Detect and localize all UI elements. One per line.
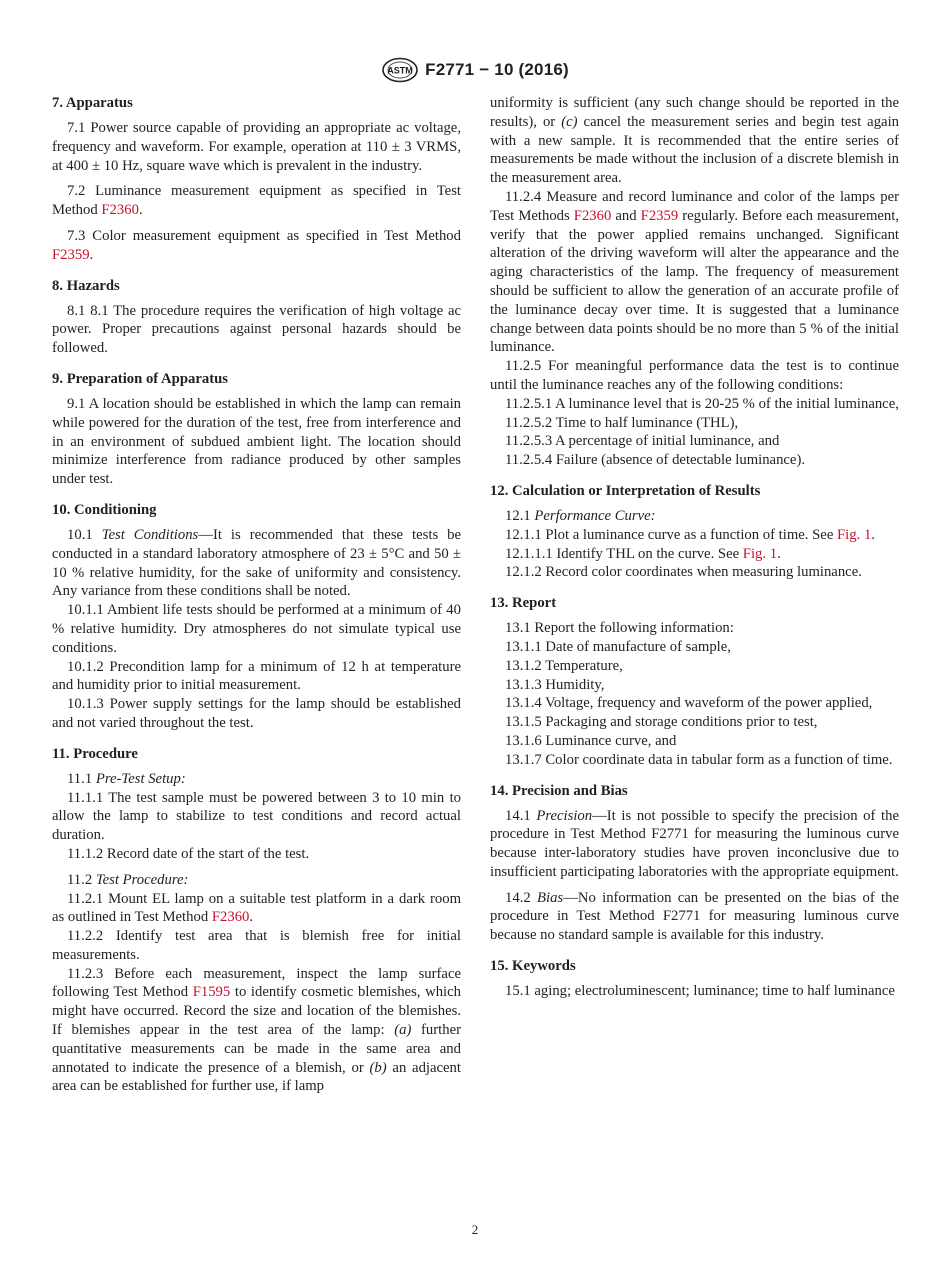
paragraph-11-2-5-2: 11.2.5.2 Time to half luminance (THL), <box>505 414 739 431</box>
link-f2360[interactable]: F2360 <box>573 207 612 224</box>
paragraph-11-1-2: 11.1.2 Record date of the start of the test. <box>67 845 310 862</box>
paragraph-14-2: 14.2 Bias—No information can be presented on the bias of the procedure in Test Method F2771 for measuring luminous curve because no standard sample is available for this industry. <box>490 889 899 944</box>
paragraph-10-1-3: 10.1.3 Power supply settings for the lamp should be established and not varied throughout the test. <box>52 696 461 731</box>
paragraph-11-2-5-4: 11.2.5.4 Failure (absence of detectable luminance). <box>505 452 806 469</box>
paragraph-13-1-7: 13.1.7 Color coordinate data in tabular form as a function of time. <box>505 751 893 768</box>
paragraph-10-1-2: 10.1.2 Precondition lamp for a minimum of 12 h at temperature and humidity prior to initial measurement. <box>52 658 461 694</box>
link-f2359[interactable]: F2359 <box>52 246 90 263</box>
paragraph-11-2-3-continued: uniformity is sufficient (any such change should be reported in the results), or (c) cancel the measurement series and begin test again with a new sample. It is recommended that the entire series of measurements be made without the inclusion of a discrete blemish in the measurement area. <box>490 95 899 187</box>
paragraph-10-1: 10.1 Test Conditions—It is recommended that these tests be conducted in a standard laboratory atmosphere of 23 ± 5°C and 50 ± 10 % relative humidity, for the sake of uniformity and consistency. Any variance from these conditions shall be noted. <box>52 526 461 600</box>
paragraph-12-1-1: 12.1.1 Plot a luminance curve as a function of time. See Fig. 1. <box>505 526 875 543</box>
section-heading-8: 8. Hazards <box>52 277 120 294</box>
paragraph-11-2-4: 11.2.4 Measure and record luminance and color of the lamps per Test Methods F2360 and F2359 regularly. Before each measurement, verify that the power applied remains unchanged. Significant alteration of the driving waveform will alter the appearance and the aging characteristics of the lamp. The frequency of measurement should be sufficient to allow the generation of an accurate profile of the luminance decay over time. It is suggested that a luminance change between data points should be no more than 5 % of the initial luminance. <box>490 188 899 356</box>
paragraph-11-2-5-1: 11.2.5.1 A luminance level that is 20-25 % of the initial luminance, <box>505 395 899 412</box>
paragraph-10-1-1: 10.1.1 Ambient life tests should be performed at a minimum of 40 % relative humidity. Dry atmospheres do not simulate typical use conditions. <box>52 602 461 656</box>
paragraph-12-1-2: 12.1.2 Record color coordinates when measuring luminance. <box>505 564 862 581</box>
section-heading-15: 15. Keywords <box>490 958 576 975</box>
link-f1595[interactable]: F1595 <box>192 984 231 1001</box>
document-designation: F2771 − 10 (2016) <box>425 60 569 79</box>
paragraph-11-2-5: 11.2.5 For meaningful performance data the test is to continue until the luminance reaches any of the following conditions: <box>490 358 899 393</box>
link-f2360[interactable]: F2360 <box>101 202 139 219</box>
link-f2360[interactable]: F2360 <box>211 909 250 926</box>
paragraph-13-1-1: 13.1.1 Date of manufacture of sample, <box>505 638 731 655</box>
paragraph-9-1: 9.1 A location should be established in which the lamp can remain while powered for the duration of the test, free from interference and in an environment of subdued ambient light. The location should minimize interference from radiance produced by other samples under test. <box>52 395 461 488</box>
paragraph-11-1-1: 11.1.1 The test sample must be powered between 3 to 10 min to allow the lamp to stabilize to test conditions and record actual duration. <box>52 789 461 844</box>
paragraph-11-2: 11.2 Test Procedure: <box>67 871 189 888</box>
page-number: 2 <box>471 1222 479 1237</box>
paragraph-11-2-1: 11.2.1 Mount EL lamp on a suitable test platform in a dark room as outlined in Test Method F2360. <box>52 890 461 926</box>
section-heading-11: 11. Procedure <box>52 745 138 762</box>
paragraph-8-1: 8.1 8.1 The procedure requires the verification of high voltage ac power. Proper precautions against personal hazards should be followed. <box>52 302 461 357</box>
left-column <box>52 94 461 1096</box>
paragraph-13-1-3: 13.1.3 Humidity, <box>505 676 605 693</box>
section-heading-10: 10. Conditioning <box>52 501 157 518</box>
paragraph-13-1-2: 13.1.2 Temperature, <box>505 657 623 674</box>
paragraph-12-1: 12.1 Performance Curve: <box>505 507 656 524</box>
right-column <box>490 94 899 1008</box>
paragraph-14-1: 14.1 Precision—It is not possible to specify the precision of the procedure in Test Method F2771 for measuring the luminous curve because inter-laboratory studies have proven inconclusive due to insufficient participating laboratories with the appropriate equipment. <box>490 807 899 880</box>
paragraph-11-2-2: 11.2.2 Identify test area that is blemish free for initial measurements. <box>52 928 461 963</box>
paragraph-13-1: 13.1 Report the following information: <box>505 620 734 637</box>
paragraph-13-1-6: 13.1.6 Luminance curve, and <box>505 732 677 749</box>
section-heading-7: 7. Apparatus <box>52 95 133 111</box>
paragraph-7-1: 7.1 Power source capable of providing an appropriate ac voltage, frequency and waveform. For example, operation at 110 ± 3 VRMS, at 400 ± 10 Hz, square wave which is prevalent in the industry. <box>52 120 461 174</box>
paragraph-11-2-5-3: 11.2.5.3 A percentage of initial luminance, and <box>505 433 780 450</box>
paragraph-15-1: 15.1 aging; electroluminescent; luminance; time to half luminance <box>505 983 895 1000</box>
paragraph-7-2: 7.2 Luminance measurement equipment as specified in Test Method F2360. <box>52 183 461 219</box>
page-header <box>0 57 950 88</box>
astm-logo-icon <box>381 57 419 83</box>
paragraph-13-1-4: 13.1.4 Voltage, frequency and waveform of the power applied, <box>505 695 873 712</box>
section-heading-12: 12. Calculation or Interpretation of Results <box>490 482 761 499</box>
paragraph-7-3: 7.3 Color measurement equipment as specified in Test Method F2359. <box>52 227 461 263</box>
section-heading-9: 9. Preparation of Apparatus <box>52 370 228 387</box>
section-heading-13: 13. Report <box>490 595 557 612</box>
logo-text: ASTM <box>387 65 413 76</box>
link-f2359[interactable]: F2359 <box>640 207 679 224</box>
paragraph-13-1-5: 13.1.5 Packaging and storage conditions prior to test, <box>505 714 818 731</box>
paragraph-12-1-1-1: 12.1.1.1 Identify THL on the curve. See Fig. 1. <box>505 545 781 562</box>
paragraph-11-2-3: 11.2.3 Before each measurement, inspect the lamp surface following Test Method F1595 to identify cosmetic blemishes, which might have occurred. Record the size and location of the blemishes. If blemishes appear in the test area of the lamp: (a) further quantitative measurements can be made in the same area and annotated to indicate the presence of a blemish, or (b) an adjacent area can be established for further use, if lamp <box>52 965 461 1095</box>
section-heading-14: 14. Precision and Bias <box>490 782 628 799</box>
paragraph-11-1: 11.1 Pre-Test Setup: <box>67 770 186 787</box>
link-fig-1[interactable]: Fig. 1 <box>742 545 778 562</box>
link-fig-1[interactable]: Fig. 1 <box>837 526 872 543</box>
